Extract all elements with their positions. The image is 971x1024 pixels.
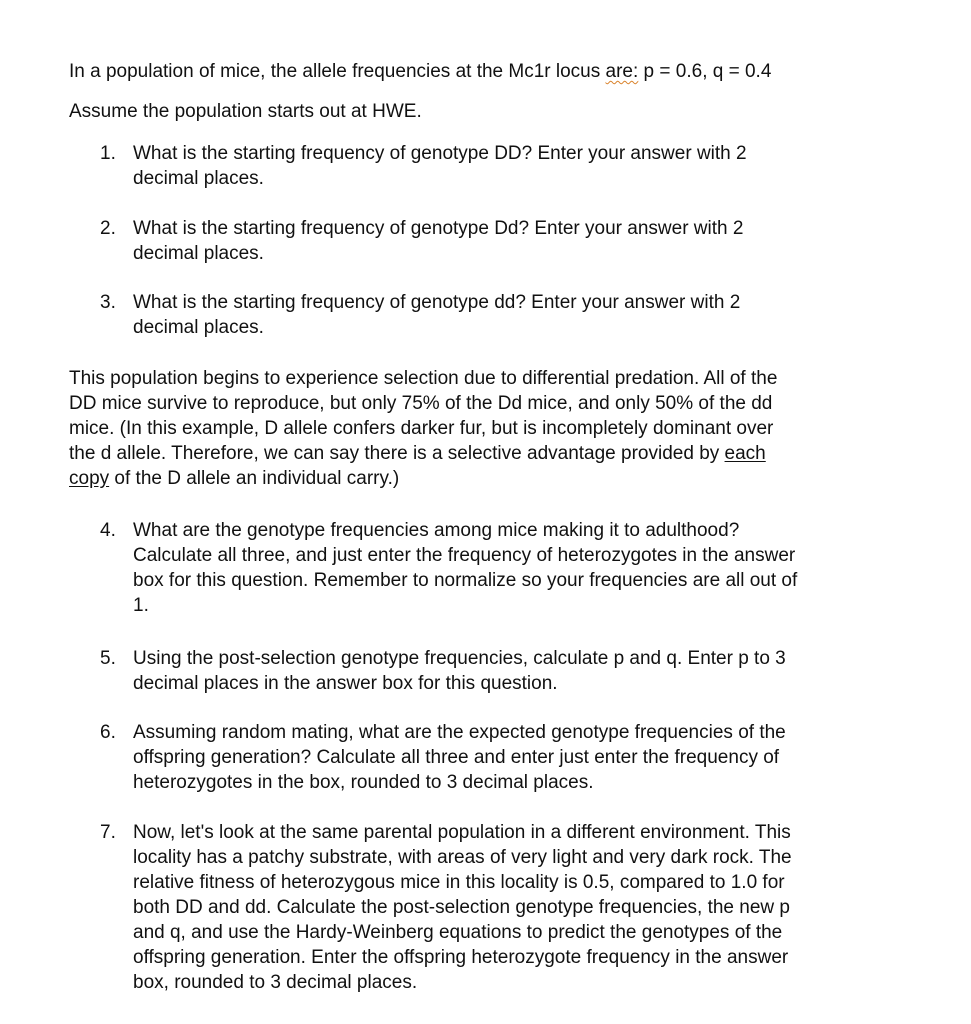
question-line: What is the starting frequency of genotype dd? Enter your answer with 2: [133, 292, 741, 313]
paragraph-line: mice. (In this example, D allele confers darker fur, but is incompletely dominant over: [69, 418, 774, 439]
question-line: both DD and dd. Calculate the post-selection genotype frequencies, the new p: [133, 897, 790, 918]
intro-line-hwe: Assume the population starts out at HWE.: [69, 101, 422, 122]
question-line: 1.: [133, 595, 149, 616]
underlined-word: copy: [69, 468, 110, 489]
question-line: What is the starting frequency of genotype DD? Enter your answer with 2: [133, 143, 747, 164]
question-text: [133, 216, 893, 266]
question-line: box for this question. Remember to normalize so your frequencies are all out of: [133, 570, 798, 591]
question-line: decimal places in the answer box for this question.: [133, 673, 558, 694]
intro-text-prefix: In a population of mice, the allele frequencies at the Mc1r locus: [69, 61, 606, 82]
question-text: [133, 820, 893, 995]
question-text: [133, 646, 893, 696]
question-line: locality has a patchy substrate, with areas of very light and very dark rock. The: [133, 847, 792, 868]
paragraph-line: This population begins to experience selection due to differential predation. All of the: [69, 368, 778, 389]
intro-line-allele-frequencies: [69, 59, 771, 84]
question-number: 1.: [100, 143, 116, 164]
question-number: 6.: [100, 722, 116, 743]
question-number: 7.: [100, 822, 116, 843]
question-line: decimal places.: [133, 243, 264, 264]
question-number: 2.: [100, 218, 116, 239]
question-line: Using the post-selection genotype frequencies, calculate p and q. Enter p to 3: [133, 648, 786, 669]
question-line: What are the genotype frequencies among mice making it to adulthood?: [133, 520, 740, 541]
selection-paragraph: [69, 366, 879, 491]
underlined-word: each: [724, 443, 766, 464]
question-number: 3.: [100, 292, 116, 313]
question-line: Assuming random mating, what are the expected genotype frequencies of the: [133, 722, 786, 743]
question-line: Now, let's look at the same parental population in a different environment. This: [133, 822, 791, 843]
paragraph-text: of the D allele an individual carry.): [109, 468, 400, 489]
question-line: offspring generation. Enter the offspring heterozygote frequency in the answer: [133, 947, 789, 968]
question-line: Calculate all three, and just enter the frequency of heterozygotes in the answer: [133, 545, 796, 566]
question-text: [133, 518, 893, 618]
paragraph-line: [69, 466, 879, 491]
question-text: [133, 720, 893, 795]
question-line: What is the starting frequency of genotype Dd? Enter your answer with 2: [133, 218, 744, 239]
question-line: box, rounded to 3 decimal places.: [133, 972, 418, 993]
question-number: 4.: [100, 520, 116, 541]
question-line: and q, and use the Hardy-Weinberg equations to predict the genotypes of the: [133, 922, 783, 943]
question-line: decimal places.: [133, 317, 264, 338]
question-line: decimal places.: [133, 168, 264, 189]
spellcheck-flagged-word[interactable]: are:: [605, 61, 639, 82]
question-number: 5.: [100, 648, 116, 669]
intro-text-suffix: p = 0.6, q = 0.4: [638, 61, 772, 82]
paragraph-line: DD mice survive to reproduce, but only 75% of the Dd mice, and only 50% of the dd: [69, 393, 773, 414]
question-line: relative fitness of heterozygous mice in this locality is 0.5, compared to 1.0 for: [133, 872, 785, 893]
question-line: offspring generation? Calculate all three and enter just enter the frequency of: [133, 747, 780, 768]
paragraph-text: the d allele. Therefore, we can say there is a selective advantage provided by: [69, 443, 725, 464]
question-text: [133, 290, 893, 340]
question-text: [133, 141, 893, 191]
paragraph-line: [69, 441, 879, 466]
question-line: heterozygotes in the box, rounded to 3 decimal places.: [133, 772, 594, 793]
